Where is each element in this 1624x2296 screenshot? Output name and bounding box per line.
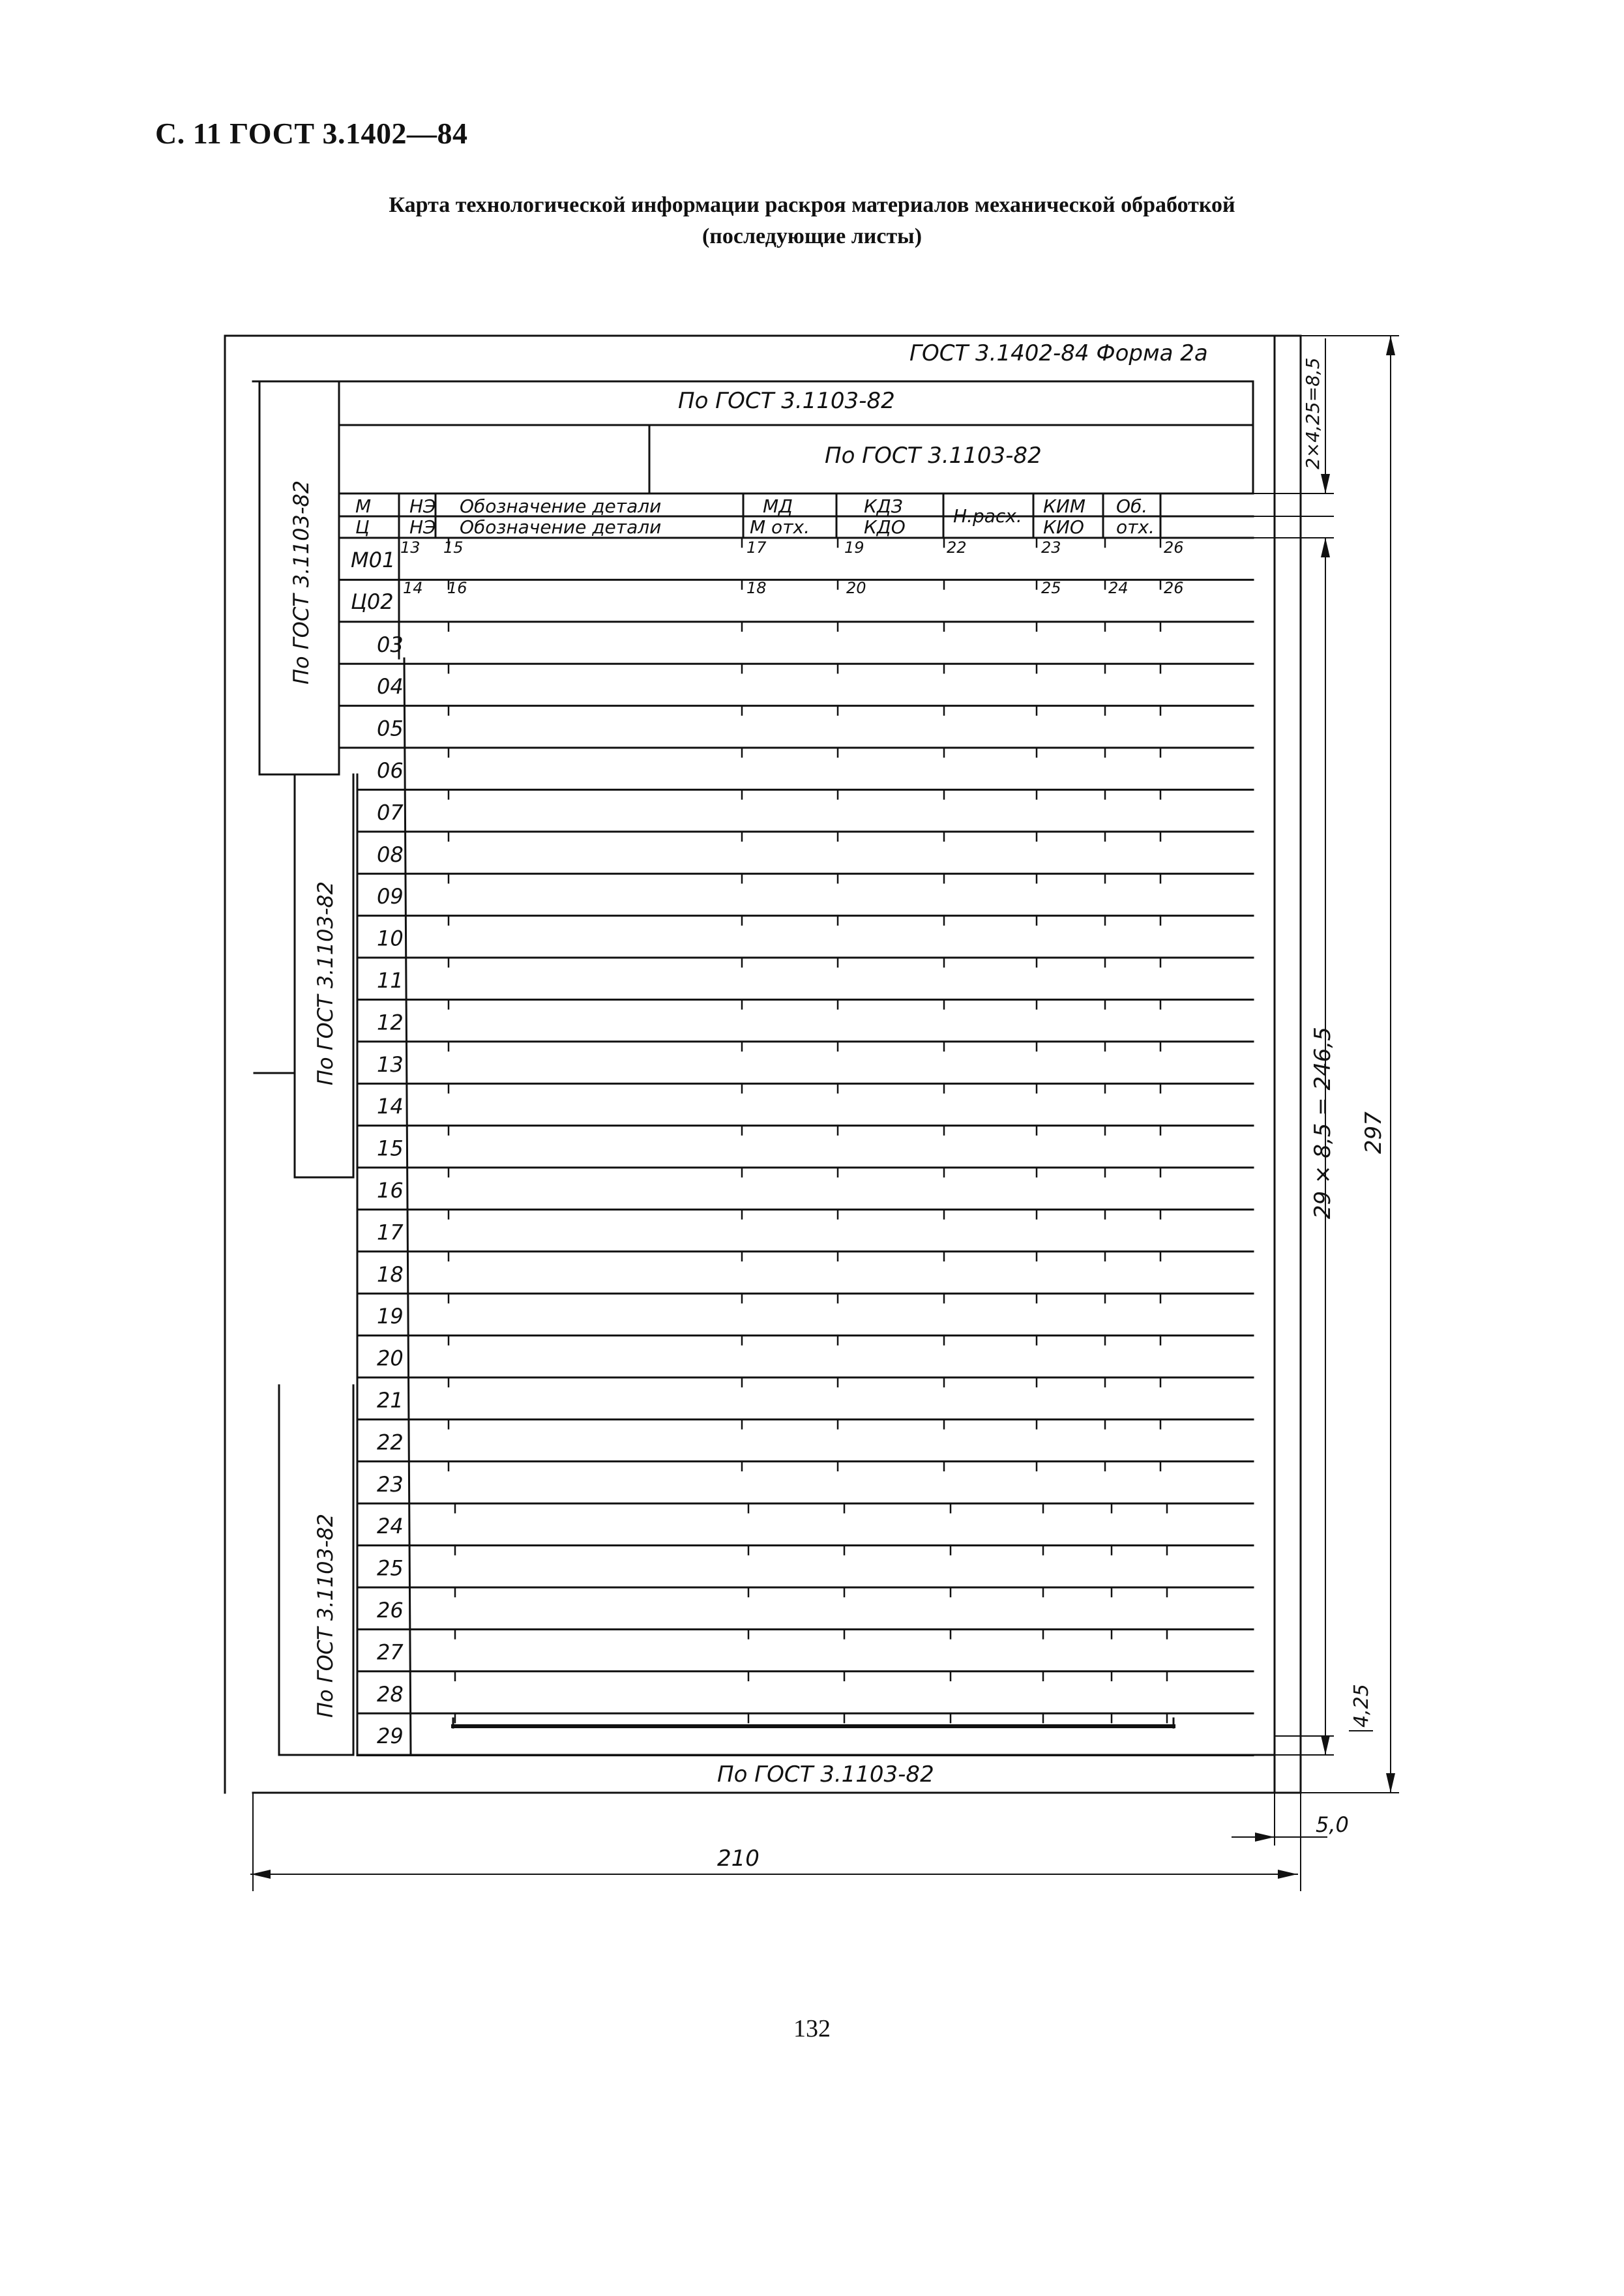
field-number: 26 bbox=[1164, 579, 1184, 597]
row-label: 03 bbox=[377, 632, 404, 657]
row-label: 06 bbox=[377, 758, 404, 783]
row-label: 27 bbox=[377, 1640, 404, 1665]
column-header: КИМ bbox=[1043, 495, 1085, 517]
dim-height: 297 bbox=[1361, 1111, 1387, 1154]
column-header-sub: отх. bbox=[1116, 516, 1155, 538]
row-labels bbox=[351, 548, 404, 1748]
column-header: Н.расх. bbox=[953, 505, 1022, 527]
dim-row-height: 4,25 bbox=[1350, 1684, 1373, 1728]
row-label: 04 bbox=[377, 674, 404, 699]
row-label: 24 bbox=[377, 1514, 404, 1539]
arrowheads bbox=[251, 336, 1395, 1879]
row-label: 08 bbox=[377, 842, 404, 867]
row-label: 09 bbox=[377, 884, 404, 909]
field-number: 16 bbox=[447, 579, 467, 597]
row-label: 26 bbox=[377, 1598, 404, 1623]
row-label: 28 bbox=[377, 1681, 404, 1707]
row-label: 18 bbox=[377, 1261, 404, 1287]
field-number: 23 bbox=[1041, 538, 1061, 557]
column-header: Обозначение детали bbox=[460, 495, 662, 517]
row-label: 16 bbox=[377, 1178, 404, 1203]
form-subtitle: (последующие листы) bbox=[701, 224, 923, 248]
dim-body-rows: 29 × 8,5 = 246,5 bbox=[1310, 1027, 1336, 1219]
field-number: 14 bbox=[403, 579, 423, 597]
row-label: 19 bbox=[377, 1304, 404, 1329]
field-number: 25 bbox=[1041, 579, 1061, 597]
row-label: 12 bbox=[377, 1010, 404, 1035]
field-number: 13 bbox=[400, 538, 421, 557]
stamp-ref-3: По ГОСТ 3.1103-82 bbox=[313, 1513, 338, 1718]
field-number: 24 bbox=[1108, 579, 1129, 597]
row-label: 20 bbox=[377, 1346, 404, 1371]
column-header: Об. bbox=[1116, 495, 1148, 517]
column-header: М bbox=[355, 495, 372, 517]
form-label: ГОСТ 3.1402-84 Форма 2а bbox=[909, 340, 1208, 366]
page-number: 132 bbox=[793, 2015, 831, 2042]
row-label: 13 bbox=[377, 1052, 404, 1077]
field-numbers bbox=[400, 538, 1184, 597]
field-number: 19 bbox=[844, 538, 864, 557]
column-header: НЭ bbox=[409, 495, 436, 517]
form-title: Карта технологической информации раскроя материалов механической обработкой bbox=[389, 193, 1235, 217]
row-label: М01 bbox=[351, 548, 396, 572]
field-number: 20 bbox=[846, 579, 866, 597]
field-number: 17 bbox=[746, 538, 767, 557]
field-number: 18 bbox=[746, 579, 767, 597]
stamp-ref-1: По ГОСТ 3.1103-82 bbox=[289, 480, 314, 684]
field-number: 22 bbox=[947, 538, 967, 557]
stamp-ref-2: По ГОСТ 3.1103-82 bbox=[313, 881, 338, 1085]
column-header: МД bbox=[763, 495, 793, 517]
column-header: КДЗ bbox=[864, 495, 903, 517]
column-header-sub: Ц bbox=[355, 516, 370, 538]
field-number: 26 bbox=[1164, 538, 1184, 557]
column-header-sub: КИО bbox=[1043, 516, 1084, 538]
dim-margin: 5,0 bbox=[1316, 1812, 1349, 1837]
row-label: 25 bbox=[377, 1555, 404, 1581]
column-header-sub: КДО bbox=[864, 516, 906, 538]
column-header-sub: НЭ bbox=[409, 516, 436, 538]
field-number: 15 bbox=[443, 538, 464, 557]
table-lines bbox=[339, 493, 1253, 1756]
standard-ref-header: По ГОСТ 3.1103-82 bbox=[825, 443, 1042, 469]
row-label: 11 bbox=[377, 968, 404, 993]
row-label: 17 bbox=[377, 1220, 404, 1245]
standard-ref-bottom: По ГОСТ 3.1103-82 bbox=[717, 1761, 934, 1788]
label-col-line-b bbox=[404, 658, 411, 1755]
row-label: 29 bbox=[377, 1724, 404, 1749]
row-label: 05 bbox=[377, 716, 404, 741]
row-label: 10 bbox=[377, 926, 404, 951]
row-label: Ц02 bbox=[351, 589, 394, 614]
column-header-sub: Обозначение детали bbox=[460, 516, 662, 538]
row-label: 15 bbox=[377, 1136, 404, 1161]
row-label: 21 bbox=[377, 1388, 404, 1413]
dim-width: 210 bbox=[717, 1846, 760, 1872]
dim-header-rows: 2×4,25=8,5 bbox=[1302, 357, 1323, 469]
row-label: 14 bbox=[377, 1094, 404, 1119]
row-label: 22 bbox=[377, 1430, 404, 1455]
column-header-sub: М отх. bbox=[750, 516, 810, 538]
page-header: С. 11 ГОСТ 3.1402—84 bbox=[155, 117, 468, 150]
standard-ref-top: По ГОСТ 3.1103-82 bbox=[678, 388, 895, 414]
row-label: 23 bbox=[377, 1471, 404, 1497]
row-label: 07 bbox=[377, 800, 404, 825]
